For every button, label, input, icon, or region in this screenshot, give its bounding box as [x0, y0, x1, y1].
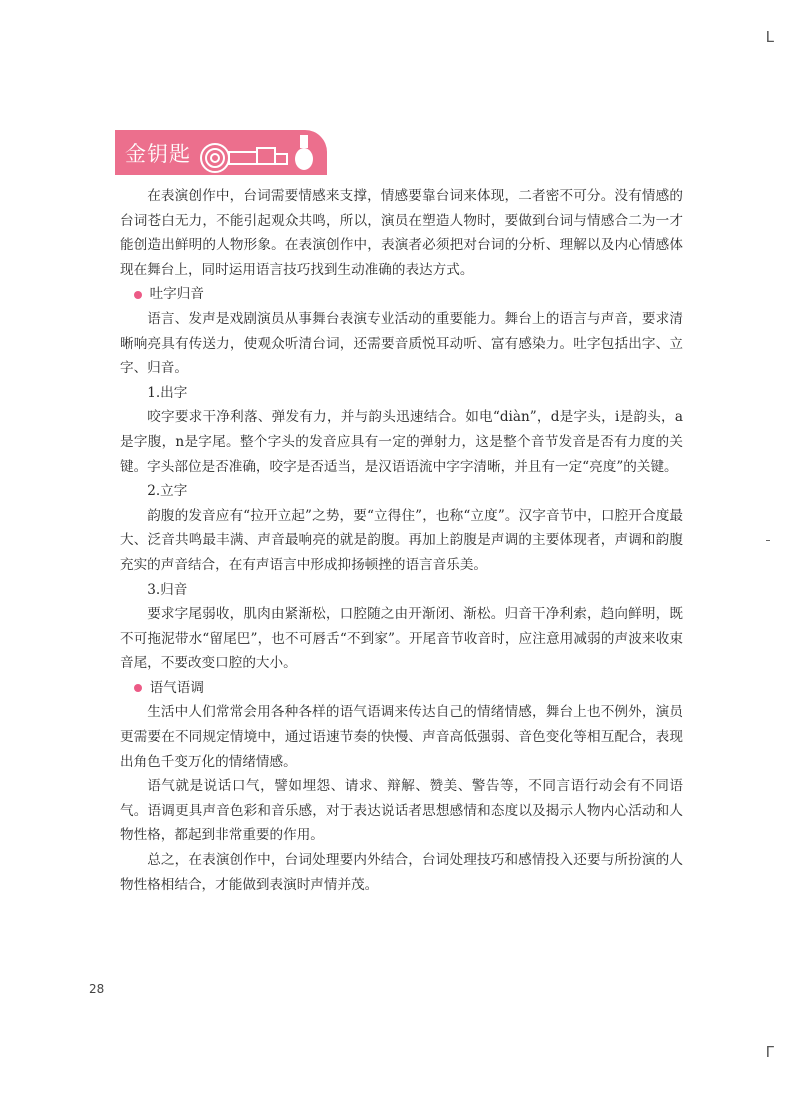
- crop-mark-middle-right: [766, 540, 770, 541]
- crop-mark-top-right: L: [765, 28, 774, 46]
- article-body: [120, 184, 683, 897]
- tone-paragraph-2: 语气就是说话口气，譬如埋怨、请求、辩解、赞美、警告等，不同言语行动会有不同语气。语调更具声音色彩和音乐感，对于表达说话者思想感情和态度以及揭示人物内心活动和人物性格，都起到非常重要的作用。: [120, 778, 683, 844]
- bullet-dot-icon: [134, 291, 142, 299]
- section-heading-text: 吐字归音: [149, 286, 204, 303]
- bullet-dot-icon: [134, 684, 142, 692]
- subsection-paragraph-guiyin: 要求字尾弱收，肌肉由紧渐松，口腔随之由开渐闭、渐松。归音干净利索，趋向鲜明，既不可拖泥带水“留尾巴”，也不可唇舌“不到家”。开尾音节收音时，应注意用减弱的声波来收束音尾，不要改变口腔的大小。: [120, 606, 683, 672]
- subsection-paragraph-lizi: 韵腹的发音应有“拉开立起”之势，要“立得住”，也称“立度”。汉字音节中，口腔开合度最大、泛音共鸣最丰满、声音最响亮的就是韵腹。再加上韵腹是声调的主要体现者，声调和韵腹充实的声音结合，在有声语言中形成抑扬顿挫的语言音乐美。: [120, 507, 683, 573]
- section-banner: [115, 130, 327, 175]
- subheading-lizi: 2.立字: [147, 483, 188, 500]
- subheading-guiyin: 3.归音: [147, 581, 188, 598]
- tone-paragraph-1: 生活中人们常常会用各种各样的语气语调来传达自己的情绪情感，舞台上也不例外，演员更需要在不同规定情境中，通过语速节奏的快慢、声音高低强弱、音色变化等相互配合，表现出角色千变万化的情绪情感。: [120, 704, 683, 770]
- page-number: 28: [89, 982, 105, 996]
- subheading-chuzi: 1.出字: [147, 384, 188, 401]
- intro-paragraph: 在表演创作中，台词需要情感来支撑，情感要靠台词来体现，二者密不可分。没有情感的台词苍白无力，不能引起观众共鸣，所以，演员在塑造人物时，要做到台词与情感合二为一才能创造出鲜明的人物形象。在表演创作中，表演者必须把对台词的分析、理解以及内心情感体现在舞台上，同时运用语言技巧找到生动准确的表达方式。: [120, 188, 683, 278]
- section-heading-text: 语气语调: [149, 679, 204, 696]
- conclusion-paragraph: 总之，在表演创作中，台词处理要内外结合，台词处理技巧和感情投入还要与所扮演的人物性格相结合，才能做到表演时声情并茂。: [120, 852, 683, 893]
- banner-title: 金钥匙: [125, 142, 191, 166]
- key-icon: [197, 134, 319, 174]
- section-paragraph: 语言、发声是戏剧演员从事舞台表演专业活动的重要能力。舞台上的语言与声音，要求清晰响亮具有传送力，使观众听清台词，还需要音质悦耳动听、富有感染力。吐字包括出字、立字、归音。: [120, 310, 683, 377]
- section-heading-tone: [120, 676, 683, 701]
- section-heading-articulation: [120, 282, 683, 307]
- crop-mark-bottom-right: Γ: [765, 1043, 774, 1061]
- subsection-paragraph-chuzi: 咬字要求干净利落、弹发有力，并与韵头迅速结合。如电“diàn”，d是字头，i是韵头，a是字腹，n是字尾。整个字头的发音应具有一定的弹射力，这是整个音节发音是否有力度的关键。字头部位是否准确，咬字是否适当，是汉语语流中字字清晰，并且有一定“亮度”的关键。: [120, 409, 683, 475]
